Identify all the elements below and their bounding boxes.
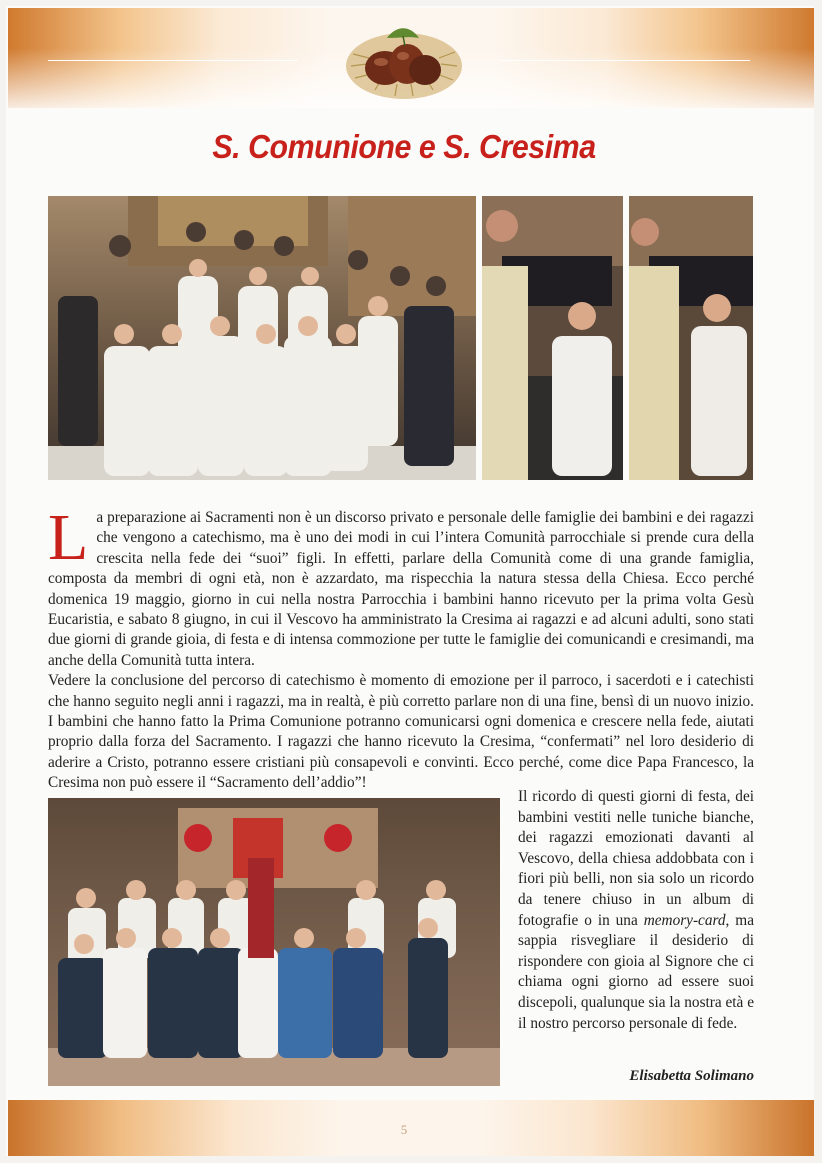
article-body: [48, 501, 754, 794]
page-number: 5: [400, 1122, 408, 1137]
drop-cap: L: [48, 501, 89, 574]
side-text-emphasis: memory-card: [643, 911, 726, 929]
page-title: S. Comunione e S. Cresima: [212, 128, 596, 165]
article-paragraph-2: Vedere la conclusione del percorso di catechismo è momento di emozione per il parroco, i sacerdoti e i catechisti che hanno seguito negli anni i ragazzi, ma in realtà, è più corretto parlare non di una fine, bensì di un nuovo inizio. I bambini che hanno fatto la Prima Comunione potranno comunicarsi ogni domenica e crescere nella fede, aiutati proprio dalla forza del Sacramento. I ragazzi che hanno ricevuto la Cresima, “confermati” nel loro desiderio di aderire a Cristo, potranno essere cristiani più consapevoli e convinti. Ecco perché, come dice Papa Francesco, la Cresima non può essere il “Sacramento dell’addio”!: [48, 672, 754, 792]
article-paragraph-1: a preparazione ai Sacramenti non è un discorso privato e personale delle famiglie dei bambini e dei ragazzi che vengono a catechismo, ma è uno dei modi in cui l’intera Comunità parrocchiale si prende cura della crescita nella fede dei “suoi” figli. In effetti, parlare della Comunità come di una grande famiglia, composta da membri di ogni età, non è azzardato, ma rispecchia la natura stessa della Chiesa. Ecco perché domenica 19 maggio, giorno in cui nella nostra Parrocchia i bambini hanno ricevuto per la prima volta Gesù Eucaristia, e sabato 8 giugno, in cui il Vescovo ha amministrato la Cresima ai ragazzi e ad alcuni adulti, sono stati due giorni di grande gioia, di festa e di intensa commozione per tutte le famiglie dei comunicandi e cresimandi, ma anche della Comunità tutta intera.: [48, 509, 754, 669]
photo-confirmation-2: [629, 196, 753, 480]
author-signature: Elisabetta Solimano: [629, 1068, 754, 1084]
group-photo-confirmation: [48, 798, 500, 1086]
side-text-part-1: Il ricordo di questi giorni di festa, dei bambini vestiti nelle tuniche bianche, dei ragazzi emozionati davanti al Vescovo, della chiesa addobbata con i fiori più belli, non sia solo un ricordo da tenere chiuso in un album di fotografie o in una: [518, 788, 754, 929]
header-line-left: [48, 60, 298, 61]
header-line-right: [500, 60, 750, 61]
article-side-column: [518, 787, 754, 1034]
group-photo-first-communion: [48, 196, 476, 480]
photo-confirmation-1: [482, 196, 623, 480]
side-text-part-2: , ma sappia risvegliare il desiderio di rispondere con gioia al Signore che ci chiama ogni giorno ad essere suoi discepoli, qualunque sia la nostra età e il nostro percorso personale di fede.: [518, 911, 754, 1032]
chestnut-icon: [345, 20, 463, 100]
